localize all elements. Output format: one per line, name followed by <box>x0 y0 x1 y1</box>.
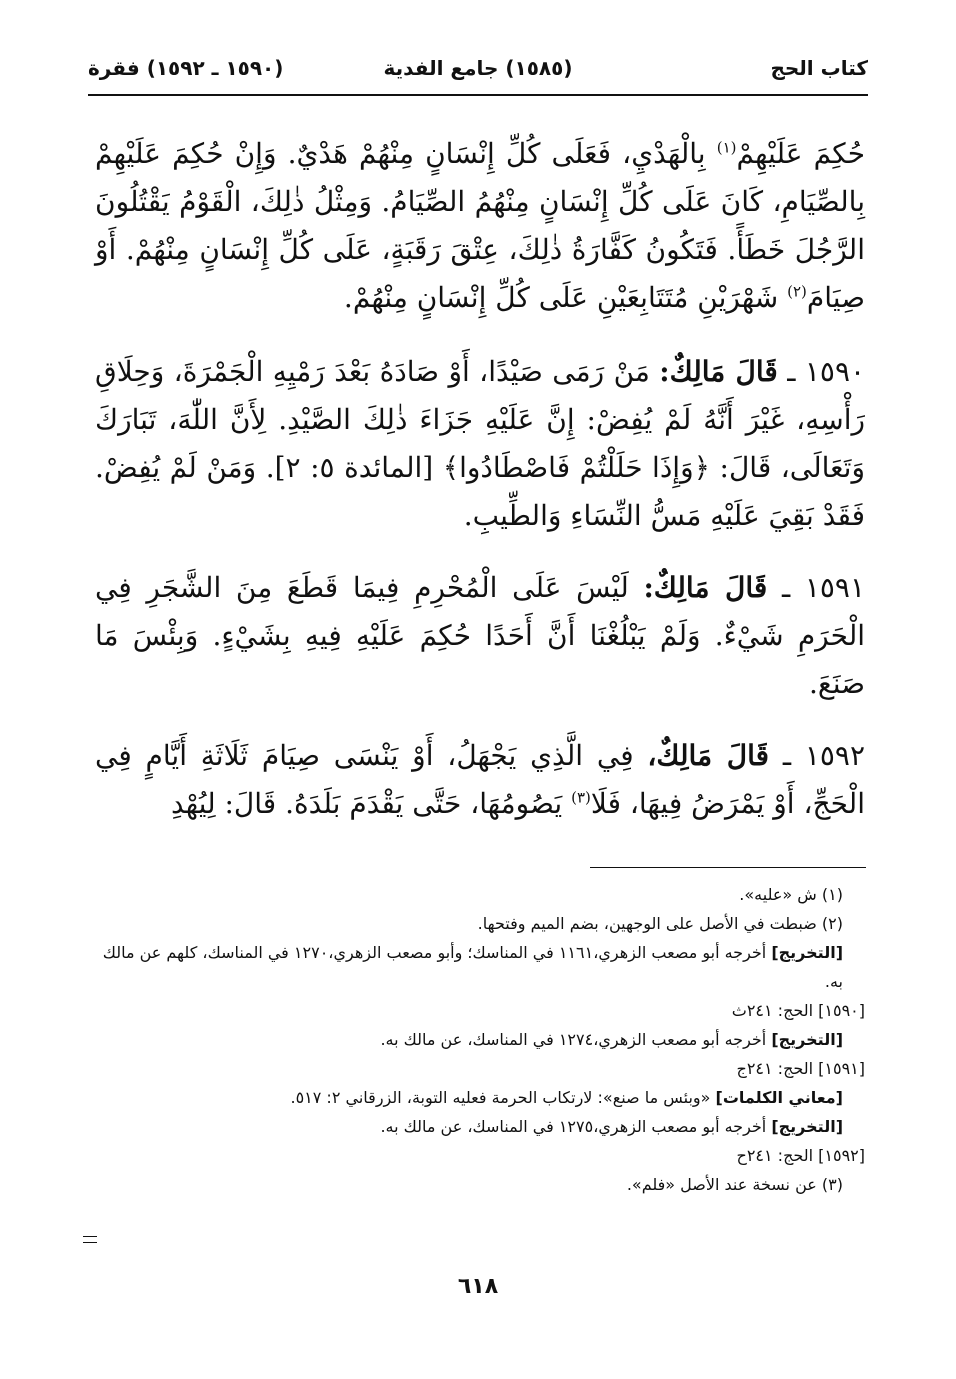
footnote-ref-3: (٣) <box>571 788 591 807</box>
paragraph-1592: ١٥٩٢ ـ قَالَ مَالِكٌ، فِي الَّذِي يَجْهَلُ، أَوْ يَنْسَى صِيَامَ ثَلَاثَةِ أَيَّامٍ فِي الْحَجِّ، أَوْ يَمْرَضُ فِيهَا، فَلَا$^{(٣)}$ يَصُومُهَا، حَتَّى يَقْدَمَ بَلَدَهُ. قَالَ: لِيُهْدِ <box>95 739 865 820</box>
book-title: كتاب الحج <box>770 56 868 80</box>
paragraph-number: ١٥٩٢ ـ <box>782 739 865 772</box>
paragraph-1590: ١٥٩٠ ـ قَالَ مَالِكٌ: مَنْ رَمَى صَيْدًا، أَوْ صَادَهُ بَعْدَ رَمْيِهِ الْجَمْرَةَ، وَحِلَاقِ رَأْسِهِ، غَيْرَ أَنَّهُ لَمْ يُفِضْ: إِنَّ عَلَيْهِ جَزَاءَ ذٰلِكَ الصَّيْدِ. لِأَنَّ اللّٰهَ، تَبَارَكَ وَتَعَالَى، قَالَ: ﴿وَإِذَا حَلَلْتُمْ فَاصْطَادُوا﴾ [المائدة ٥: ٢]. وَمَنْ لَمْ يُفِضْ. فَقَدْ بَقِيَ عَلَيْهِ مَسُّ النِّسَاءِ وَالطِّيبِ. <box>95 355 866 532</box>
takhrij-note: [التخريج] أخرجه أبو مصعب الزهري،١٢٧٤ في المناسك، عن مالك به. <box>380 1030 843 1049</box>
paragraph-range: (١٥٩٠ ـ ١٥٩٢) فقرة <box>88 56 284 80</box>
main-text <box>95 130 865 852</box>
running-header <box>88 56 868 96</box>
speaker: قَالَ مَالِكٌ، <box>647 739 770 772</box>
footnote-3: (٣) عن نسخة عند الأصل «فلم». <box>626 1175 843 1194</box>
word-meanings-note: [معاني الكلمات] «وبئس ما صنع»: لارتكاب الحرمة فعليه التوبة، الزرقاني ٢: ٥١٧. <box>290 1088 843 1107</box>
speaker: قَالَ مَالِكٌ: <box>659 355 778 388</box>
header-divider <box>88 94 868 96</box>
reference-1591: [١٥٩١] الحج: ٢٤١ج <box>736 1059 865 1078</box>
footnote-ref-1: (١) <box>716 138 737 157</box>
reference-1590: [١٥٩٠] الحج: ٢٤١ث <box>731 1001 865 1020</box>
takhrij-note: [التخريج] أخرجه أبو مصعب الزهري،١٢٧٥ في المناسك، عن مالك به. <box>380 1117 843 1136</box>
footnote-2: (٢) ضبطت في الأصل على الوجهين، بضم الميم وفتحها. <box>477 914 843 933</box>
footnote-divider <box>590 867 866 868</box>
chapter-title: (١٥٨٥) جامع الفدية <box>383 56 573 80</box>
speaker: قَالَ مَالِكٌ: <box>643 571 768 604</box>
footnotes <box>95 880 865 1199</box>
footnote-ref-2: (٢) <box>787 282 807 301</box>
reference-1592: [١٥٩٢] الحج: ٢٤١ح <box>736 1146 865 1165</box>
paragraph-continuation: حُكِمَ عَلَيْهِمْ$^{(١)}$ بِالْهَدْيِ، فَعَلَى كُلِّ إِنْسَانٍ مِنْهُمْ هَدْيٌ. وَإِنْ حُكِمَ عَلَيْهِمْ بِالصِّيَامِ، كَانَ عَلَى كُلِّ إِنْسَانٍ مِنْهُمُ الصِّيَامُ. وَمِثْلُ ذٰلِكَ، الْقَوْمُ يَقْتُلُونَ الرَّجُلَ خَطَأً. فَتَكُونُ كَفَّارَةُ ذٰلِكَ، عِتْقَ رَقَبَةٍ، عَلَى كُلِّ إِنْسَانٍ مِنْهُمْ. أَوْ صِيَامَ$^{(٢)}$ شَهْرَيْنِ مُتَتَابِعَيْنِ عَلَى كُلِّ إِنْسَانٍ مِنْهُمْ. <box>95 137 865 314</box>
margin-mark <box>83 1236 97 1243</box>
paragraph-number: ١٥٩١ ـ <box>781 571 865 604</box>
paragraph-number: ١٥٩٠ ـ <box>787 355 866 388</box>
page-number: ٦١٨ <box>457 1274 499 1299</box>
paragraph-1591: ١٥٩١ ـ قَالَ مَالِكٌ: لَيْسَ عَلَى الْمُحْرِمِ فِيمَا قَطَعَ مِنَ الشَّجَرِ فِي الْحَرَمِ شَيْءٌ. وَلَمْ يَبْلُغْنَا أَنَّ أَحَدًا حُكِمَ عَلَيْهِ فِيهِ بِشَيْءٍ. وَبِئْسَ مَا صَنَعَ. <box>95 571 865 700</box>
footnote-1: (١) ش «عليه». <box>739 885 843 904</box>
takhrij-note: [التخريج] أخرجه أبو مصعب الزهري،١١٦١ في المناسك؛ وأبو مصعب الزهري،١٢٧٠ في المناسك، كلهم عن مالك به. <box>102 943 843 991</box>
